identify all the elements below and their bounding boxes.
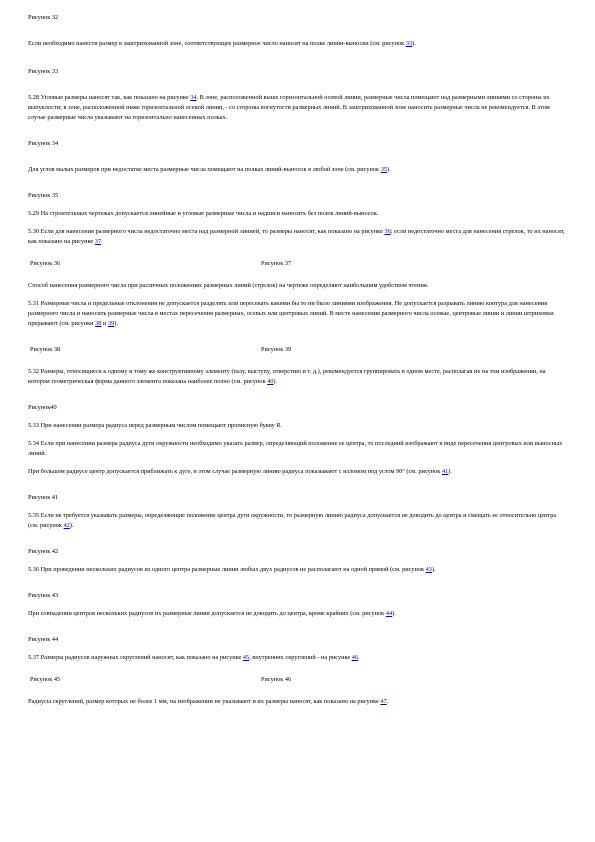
figure-caption: Рисунок 45	[30, 676, 61, 683]
paragraph	[28, 421, 568, 431]
figure-caption: Рисунок 34	[28, 140, 59, 147]
figure-caption-pair	[28, 259, 568, 269]
figure-link[interactable]: 38	[95, 320, 102, 327]
paragraph	[28, 367, 568, 387]
figure-caption: Рисунок 39	[261, 346, 292, 353]
figure-link[interactable]: 43	[425, 566, 432, 573]
text-run: ).	[69, 522, 74, 529]
figure-link[interactable]: 42	[63, 522, 70, 529]
figure-link[interactable]: 41	[441, 468, 449, 475]
paragraph	[28, 653, 568, 663]
text-run: При совпадении центров нескольких радиусов их размерные линии допускается не доводить до центра, кроме крайних (см. рисунок	[28, 610, 386, 617]
figure-link[interactable]: 36	[384, 228, 391, 235]
figure-link[interactable]: 45	[242, 654, 250, 661]
figure-link[interactable]: 37	[94, 238, 102, 245]
figure-caption: Рисунок 38	[30, 346, 61, 353]
figure-caption-pair	[28, 675, 568, 685]
paragraph: 5.34 Если при нанесении размера радиуса дуги окружности необходимо указать размер, определяющий положение ее центра, то последний изображают в виде пересечения центровых или выносных линий.	[28, 440, 563, 457]
italic-letter: R	[276, 422, 281, 429]
text-run: ).	[273, 378, 278, 385]
figure-caption: Рисунок40	[28, 404, 57, 411]
text-run: ).	[114, 320, 118, 327]
figure-link[interactable]: 35	[380, 166, 387, 173]
text-run: Для углов малых размеров при недостатке места размерные числа помещают на полках линий-выносок в любой зоне (см. рисунок	[28, 166, 381, 173]
text-run: .	[358, 654, 360, 661]
text-run: Если необходимо нанести размер в заштрихованной зоне, соответствующее размерное число наносят на полке линии-выноски (см. рисунок	[28, 40, 406, 47]
text-run: ).	[386, 166, 391, 173]
figure-link[interactable]: 39	[107, 320, 115, 327]
text-run: ).	[448, 468, 452, 475]
text-run: . В зоне, расположенной выше горизонтальной осевой линии, размерные числа помещают над размерными линиями со стороны их выпуклости; в зоне, расположенной ниже горизонтальной осевой линии, - со стороны вогнутости размерных линий. В заштрихованной зоне наносить размерные числа не рекомендуется. В этом случае размерные числа указывают на горизонтально нанесенных полках.	[28, 94, 550, 121]
text-run: 5.37 Размеры радиусов наружных скруглений наносят, как показано на рисунке	[28, 654, 243, 661]
paragraph	[28, 467, 568, 477]
paragraph: 5.29 На строительных чертежах допускается линейные и угловые размерные числа и надписи наносить без полок линий-выносок.	[28, 210, 379, 217]
text-run: При большом радиусе центр допускается приближать к дуге, в этом случае размерную линию радиуса показывают с изломом под углом 90° (см. рисунок	[28, 468, 442, 475]
text-run: 5.35 Если не требуется указывать размеры, определяющие положение центра дуги окружности, то размерную линию радиуса допускается не доводить до центра и смещать ее относительно центра (см. рисунок	[28, 512, 557, 529]
paragraph	[28, 697, 568, 707]
text-run: .	[101, 238, 103, 245]
paragraph: Способ нанесения размерного числа при различных положениях размерных линий (стрелок) на чертеже определяют наибольшим удобством чтения.	[28, 282, 429, 289]
text-run: 5.32 Размеры, относящиеся к одному и тому же конструктивному элементу (пазу, выступу, отверстию и т. д.), рекомендуется группировать в одном месте, располагая их на том изображении, на котором геометрическая форма данного элемента показана наиболее полно (см. рисунок	[28, 368, 546, 385]
text-run: ).	[431, 566, 436, 573]
paragraph	[28, 39, 568, 49]
text-run: 5.33 При нанесении размера радиуса перед размерным числом помещают прописную букву	[28, 422, 277, 429]
figure-caption: Рисунок 32	[28, 14, 59, 21]
figure-caption: Рисунок 42	[28, 548, 59, 555]
paragraph	[28, 299, 568, 329]
figure-link[interactable]: 40	[267, 378, 274, 385]
text-run: 5.36 При проведении нескольких радиусов из одного центра размерные линии любых двух радиусов не располагают на одной прямой (см. рисунок	[28, 566, 426, 573]
text-run: , внутренних скруглений - на рисунке	[249, 654, 352, 661]
document-body	[28, 13, 568, 707]
figure-caption: Рисунок 33	[28, 68, 59, 75]
figure-caption: Рисунок 35	[28, 192, 59, 199]
figure-link[interactable]: 44	[385, 610, 393, 617]
paragraph	[28, 227, 568, 247]
figure-caption: Рисунок 37	[261, 260, 292, 267]
text-run: 5.28 Угловые размеры наносят так, как показано на рисунке	[28, 94, 191, 101]
figure-caption: Рисунок 44	[28, 636, 59, 643]
text-run: .	[386, 698, 389, 705]
figure-caption: Рисунок 41	[28, 494, 59, 501]
text-run: ).	[412, 40, 416, 47]
text-run: .	[280, 422, 282, 429]
figure-link[interactable]: 47	[380, 698, 387, 705]
paragraph	[28, 511, 568, 531]
paragraph	[28, 609, 568, 619]
text-run: Радиусы скруглений, размер которых не более 1 мм, на изображении не указывают и их размеры наносят, как показано на рисунке	[28, 698, 381, 705]
paragraph	[28, 93, 568, 123]
figure-caption-pair	[28, 345, 568, 355]
figure-link[interactable]: 33	[405, 40, 413, 47]
figure-caption: Рисунок 46	[261, 676, 292, 683]
figure-link[interactable]: 34	[190, 94, 197, 101]
paragraph	[28, 565, 568, 575]
figure-caption: Рисунок 43	[28, 592, 59, 599]
text-run: 5.31 Размерные числа и предельные отклонения не допускается разделять или пересекать какими бы то ни было линиями изображения. Не допускается разрывать линию контура для нанесения размерного числа и наносить размерные числа в местах пересечения размерных, осевых или центровых линий. В месте нанесения размерного числа осевые, центровые линии и линии штриховки прерывают (см. рисунки	[28, 300, 554, 327]
text-run: ; если недостаточно места для нанесения стрелок, то их наносят, как показано на рисунке	[28, 228, 565, 245]
text-run: ).	[392, 610, 396, 617]
text-run: и	[101, 320, 108, 327]
text-run: 5.30 Если для нанесения размерного числа недостаточно места над размерной линией, то размеры наносят, как показано на рисунке	[28, 228, 385, 235]
figure-link[interactable]: 46	[351, 654, 359, 661]
paragraph	[28, 165, 568, 175]
figure-caption: Рисунок 36	[30, 260, 61, 267]
